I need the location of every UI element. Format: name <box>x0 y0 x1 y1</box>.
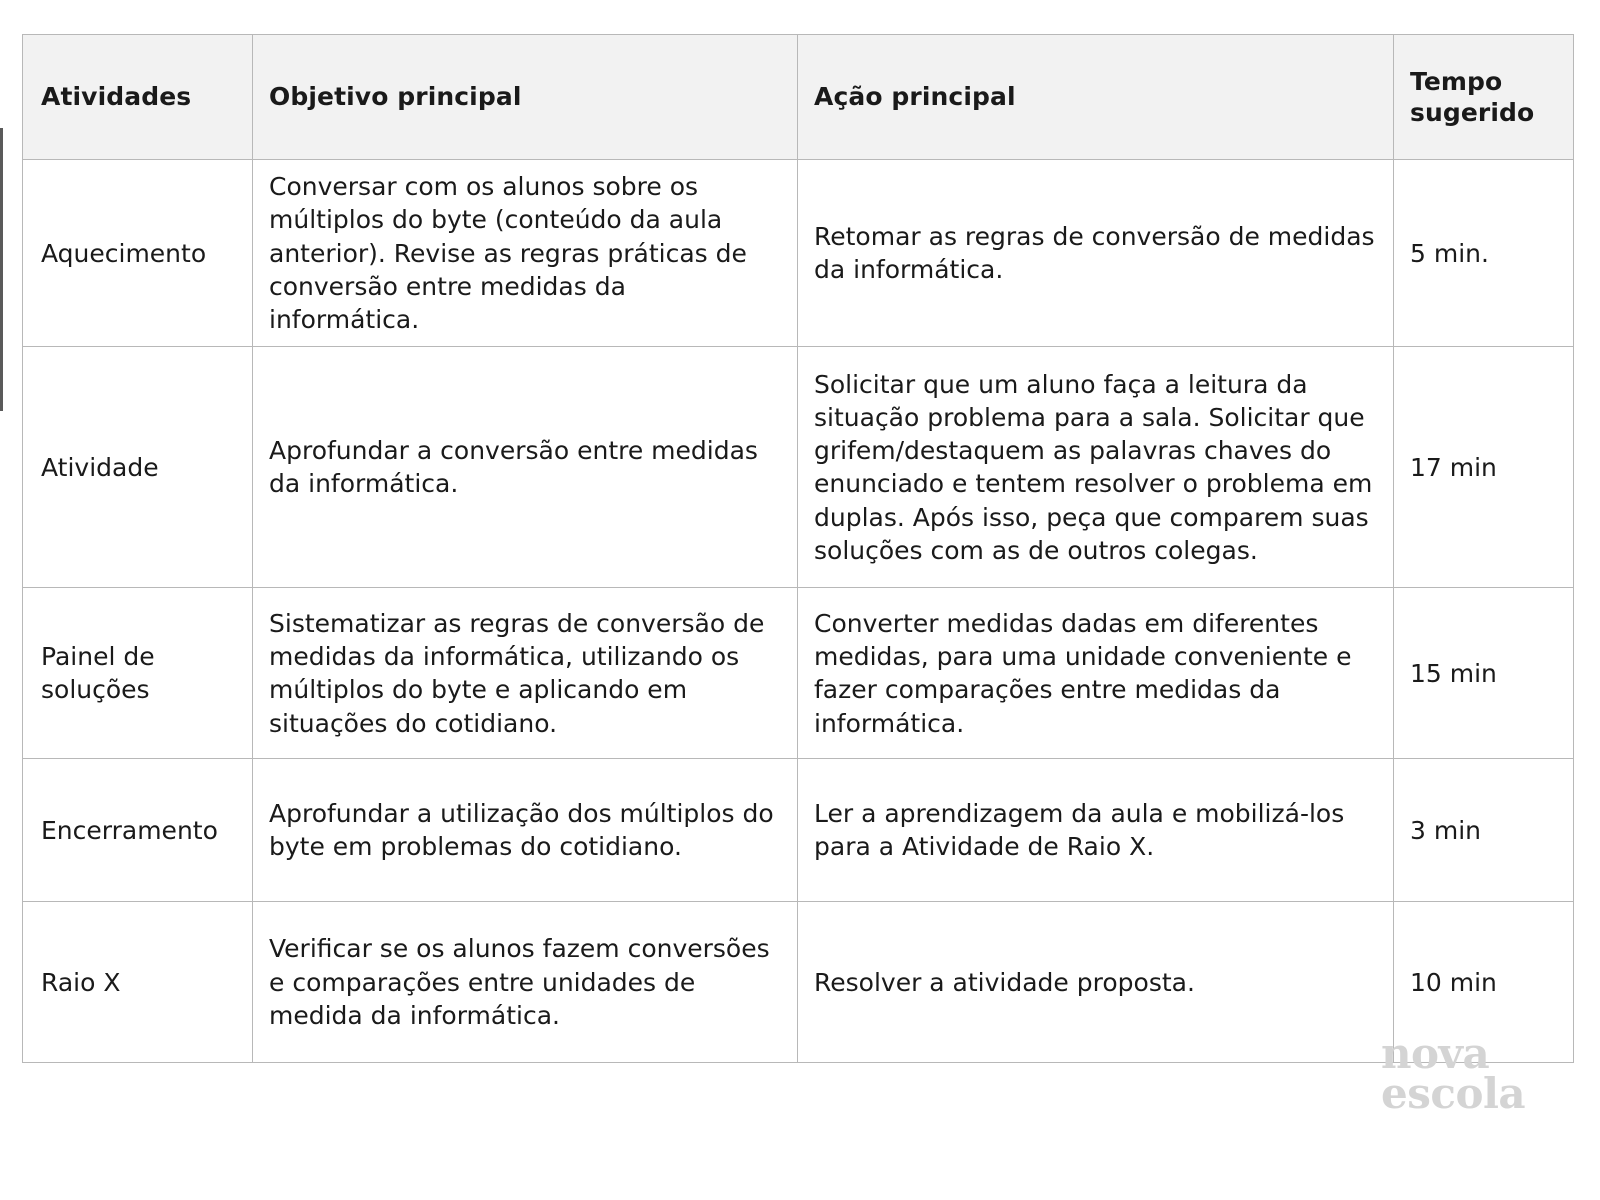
cell-atividade <box>23 347 253 588</box>
table-row <box>23 759 1574 902</box>
table-row <box>23 160 1574 347</box>
table-header <box>23 35 1574 160</box>
cell-tempo <box>1394 588 1574 759</box>
column-header-tempo-sugerido <box>1394 35 1574 160</box>
cell-objetivo <box>253 902 798 1063</box>
cell-objetivo <box>253 759 798 902</box>
logo-line-escola: escola <box>1381 1068 1526 1118</box>
cell-atividade-text: Raio X <box>41 967 121 997</box>
cell-acao <box>798 902 1394 1063</box>
nova-escola-logo <box>1381 1029 1581 1118</box>
cell-tempo-text: 17 min <box>1410 452 1497 482</box>
cell-tempo-text: 15 min <box>1410 658 1497 688</box>
table-header-row <box>23 35 1574 160</box>
cell-atividade-text: Painel de soluções <box>41 642 155 705</box>
cell-objetivo-text: Conversar com os alunos sobre os múltiplos do byte (conteúdo da aula anterior). Revise as regras práticas de conversão entre medidas da informática. <box>269 172 747 334</box>
cell-tempo-text: 3 min <box>1410 815 1481 845</box>
cell-tempo <box>1394 347 1574 588</box>
column-header-tempo-sugerido-label: Tempo sugerido <box>1410 66 1535 127</box>
lesson-plan-table <box>22 34 1574 1063</box>
cell-objetivo <box>253 588 798 759</box>
column-header-atividades <box>23 35 253 160</box>
cell-atividade-text: Encerramento <box>41 815 218 845</box>
cell-acao <box>798 160 1394 347</box>
cell-objetivo-text: Aprofundar a utilização dos múltiplos do byte em problemas do cotidiano. <box>269 799 774 862</box>
table-row <box>23 588 1574 759</box>
cell-objetivo-text: Sistematizar as regras de conversão de medidas da informática, utilizando os múltiplos do byte e aplicando em situações do cotidiano. <box>269 608 765 738</box>
cell-atividade <box>23 588 253 759</box>
cell-acao-text: Retomar as regras de conversão de medidas da informática. <box>814 221 1375 285</box>
cell-acao <box>798 347 1394 588</box>
cell-objetivo <box>253 160 798 347</box>
cell-atividade-text: Aquecimento <box>41 238 207 268</box>
column-header-objetivo-principal-label: Objetivo principal <box>269 82 522 112</box>
cell-acao <box>798 759 1394 902</box>
cell-atividade <box>23 759 253 902</box>
column-header-atividades-label: Atividades <box>41 82 192 112</box>
cell-objetivo <box>253 347 798 588</box>
cell-objetivo-text: Verificar se os alunos fazem conversões e comparações entre unidades de medida da informática. <box>269 934 770 1030</box>
left-edge-rule <box>0 128 3 411</box>
table-row <box>23 902 1574 1063</box>
cell-tempo-text: 10 min <box>1410 967 1497 997</box>
logo-line-nova: nova <box>1381 1029 1490 1078</box>
cell-acao <box>798 588 1394 759</box>
cell-tempo <box>1394 160 1574 347</box>
cell-atividade <box>23 902 253 1063</box>
column-header-acao-principal-label: Ação principal <box>814 82 1016 112</box>
cell-tempo <box>1394 759 1574 902</box>
column-header-objetivo-principal <box>253 35 798 160</box>
cell-tempo-text: 5 min. <box>1410 238 1489 268</box>
lesson-plan-table-container <box>22 34 1573 1063</box>
cell-acao-text: Converter medidas dadas em diferentes medidas, para uma unidade conveniente e fazer comparações entre medidas da informática. <box>814 608 1352 738</box>
cell-acao-text: Ler a aprendizagem da aula e mobilizá-los para a Atividade de Raio X. <box>814 799 1345 862</box>
cell-acao-text: Solicitar que um aluno faça a leitura da situação problema para a sala. Solicitar que grifem/destaquem as palavras chaves do enunciado e tentem resolver o problema em duplas. Após isso, peça que comparem suas soluções com as de outros colegas. <box>814 369 1373 565</box>
table-row <box>23 347 1574 588</box>
cell-acao-text: Resolver a atividade proposta. <box>814 967 1195 997</box>
cell-atividade <box>23 160 253 347</box>
column-header-acao-principal <box>798 35 1394 160</box>
cell-atividade-text: Atividade <box>41 452 159 482</box>
cell-objetivo-text: Aprofundar a conversão entre medidas da informática. <box>269 436 758 499</box>
table-body <box>23 160 1574 1063</box>
